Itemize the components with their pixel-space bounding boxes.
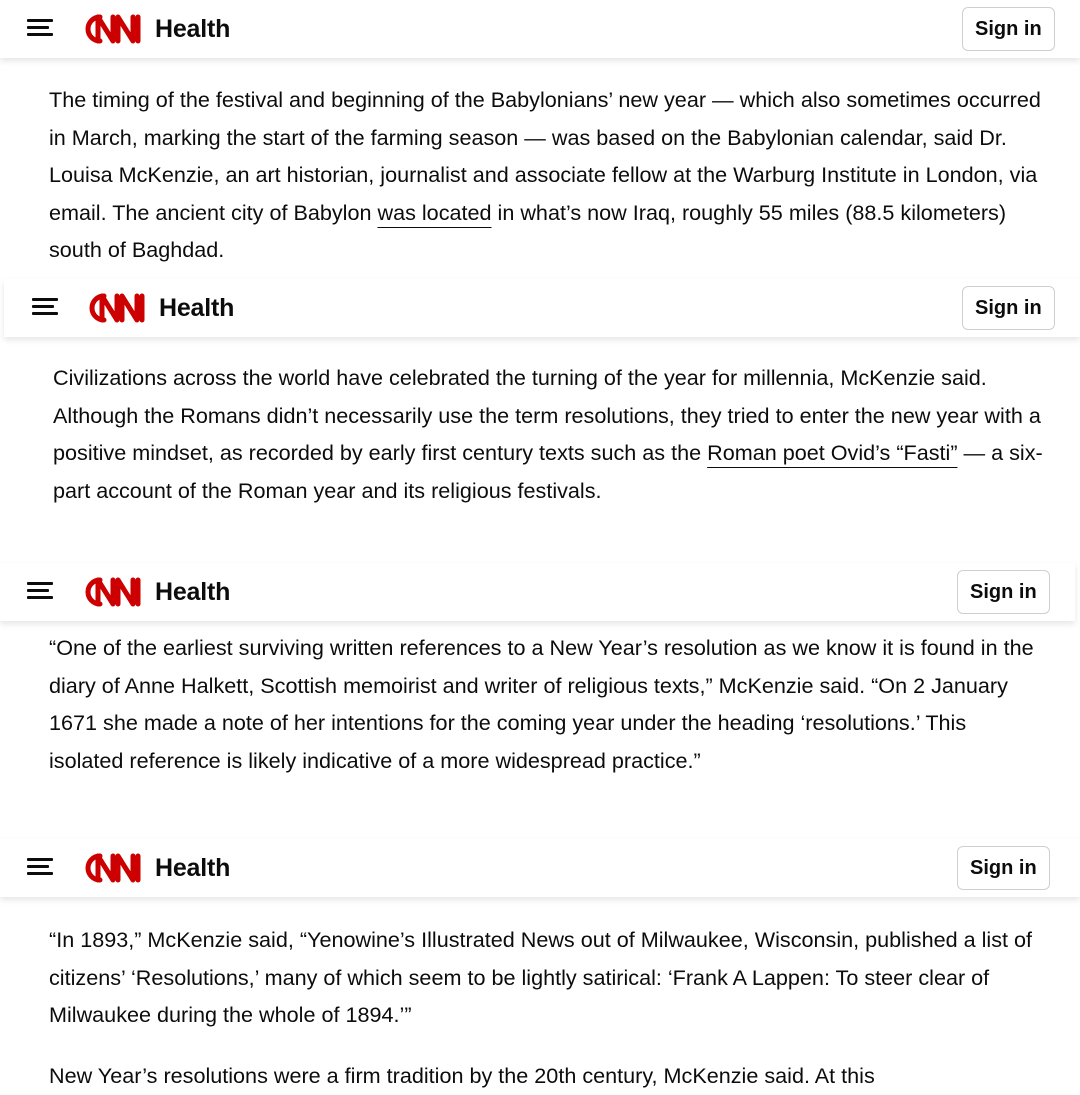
paragraph-text: The timing of the festival and beginning of the Babylonians’ new year — which also sometimes occurred in March, marking the start of the farming season — was based on the Babylonian calendar, said Dr. Louisa McKenzie, an art historian, journalist and associate fellow at the Warburg Institute in London, via email. The ancient city of Babylon — [49, 87, 1041, 225]
section-label[interactable]: Health — [155, 853, 231, 882]
screenshot-panel-2 — [4, 279, 1080, 557]
article-paragraph: “In 1893,” McKenzie said, “Yenowine’s Illustrated News out of Milwaukee, Wisconsin, published a list of citizens’ ‘Resolutions,’ many of which seem to be lightly satirical: ‘Frank A Lappen: To steer clear of Milwaukee during the whole of 1894.’” — [49, 927, 1032, 1028]
ovid-fasti-link[interactable]: Roman poet Ovid’s “Fasti” — [707, 440, 958, 466]
article-paragraph: “One of the earliest surviving written references to a New Year’s resolution as we know it is found in the diary of Anne Halkett, Scottish memoirist and writer of religious texts,” McKenzie said. “On 2 January 1671 she made a note of her intentions for the coming year under the heading ‘resolutions.’ This isolated reference is likely indicative of a more widespread practice.” — [49, 635, 1034, 773]
section-label[interactable]: Health — [159, 293, 235, 322]
menu-icon[interactable] — [27, 855, 53, 877]
section-label[interactable]: Health — [155, 577, 231, 606]
sign-in-button[interactable]: Sign in — [957, 846, 1050, 890]
screenshot-panel-1 — [0, 0, 1080, 282]
brand-logo[interactable] — [80, 12, 230, 46]
menu-icon[interactable] — [27, 579, 53, 601]
paragraph-text: in what’s now Iraq, roughly 55 miles (88.5 kilometers) south of Baghdad. — [49, 199, 1007, 263]
screenshot-panel-3 — [0, 563, 1075, 835]
sign-in-button[interactable]: Sign in — [962, 286, 1055, 330]
cnn-logo — [80, 12, 150, 46]
was-located-link[interactable]: was located — [377, 199, 492, 225]
brand-logo[interactable] — [84, 291, 234, 325]
sign-in-button[interactable]: Sign in — [962, 7, 1055, 51]
brand-logo[interactable] — [80, 851, 230, 885]
site-header — [0, 839, 1080, 897]
cnn-logo — [84, 291, 154, 325]
brand-logo[interactable] — [80, 575, 230, 609]
sign-in-button[interactable]: Sign in — [957, 570, 1050, 614]
paragraph-text: Civilizations across the world have celebrated the turning of the year for millennia, McKenzie said. Although the Romans didn’t necessarily use the term resolutions, they tried to enter the new year with a positive mindset, as recorded by early first century texts such as the — [53, 365, 1041, 466]
site-header — [4, 279, 1080, 337]
cnn-logo — [80, 851, 150, 885]
site-header — [0, 0, 1080, 58]
article-paragraph — [53, 359, 1048, 509]
menu-icon[interactable] — [32, 295, 58, 317]
section-label[interactable]: Health — [155, 14, 231, 43]
site-header — [0, 563, 1075, 621]
menu-icon[interactable] — [27, 16, 53, 38]
paragraph-text: — a six-part account of the Roman year and its religious festivals. — [53, 440, 1043, 503]
article-paragraph — [49, 81, 1049, 269]
screenshot-panel-4 — [0, 839, 1080, 1088]
article-paragraph: New Year’s resolutions were a firm tradition by the 20th century, McKenzie said. At this — [49, 1063, 875, 1088]
cnn-logo — [80, 575, 150, 609]
